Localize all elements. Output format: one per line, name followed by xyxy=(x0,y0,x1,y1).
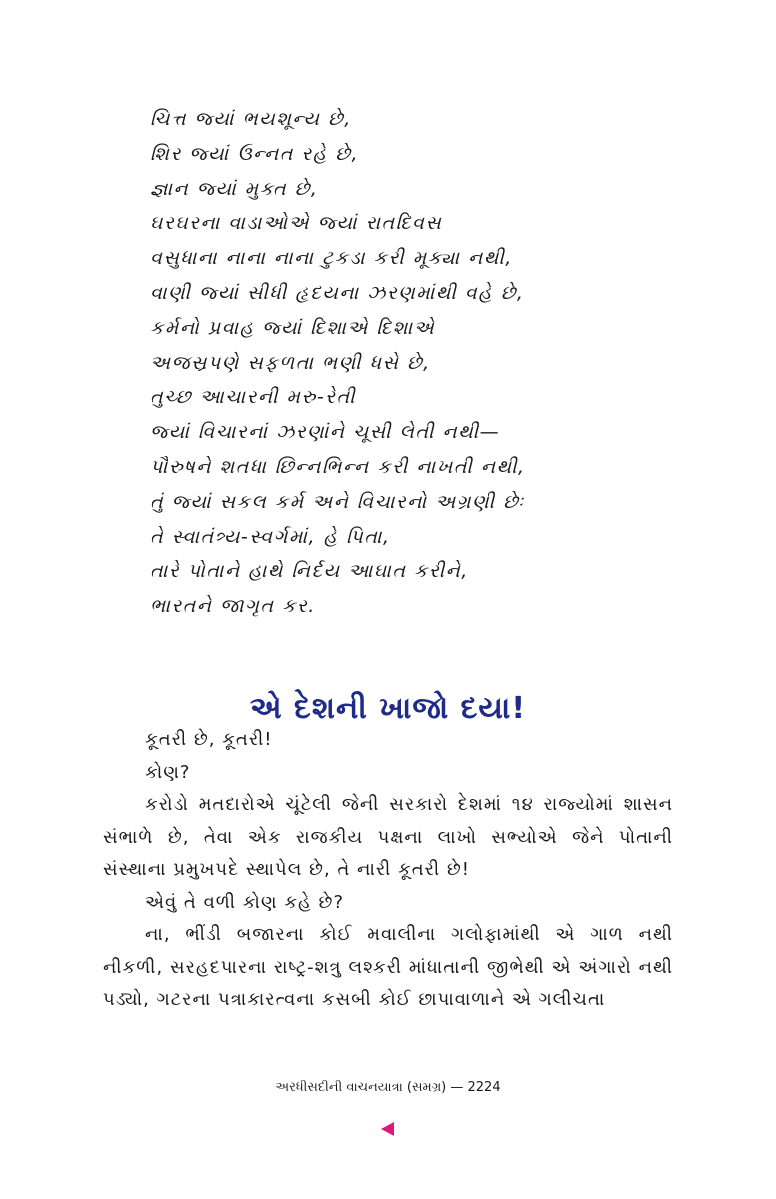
poem-line: તું જ્યાં સકલ કર્મ અને વિચારનો અગ્રણી છેઃ xyxy=(150,490,525,513)
section-title: એ દેશની ખાજો દયા! xyxy=(249,691,527,727)
poem-line: ઘરઘરના વાડાઓએ જ્યાં રાતદિવસ xyxy=(150,212,443,235)
poem-line: વાણી જ્યાં સીધી હૃદયના ઝરણમાંથી વહે છે, xyxy=(150,281,525,304)
poem-line: શિર જ્યાં ઉન્નત રહે છે, xyxy=(150,142,360,165)
poem-line: તુચ્છ આચારની મરુ-રેતી xyxy=(150,386,357,409)
paragraph: કરોડો મતદારોએ ચૂંટેલી જેની સરકારો દેશમાં ૧૪ રાજ્યોમાં શાસન સંભાળે છે, તેવા એક રાજકીય પક્ષના લાખો સભ્યોએ જેને પોતાની સંસ્થાના પ્રમુખપદે સ્થાપેલ છે, તે નારી કૂતરી છે! xyxy=(103,794,673,880)
paragraph: ના, ભીંડી બજારના કોઈ મવાલીના ગલોફામાંથી એ ગાળ નથી નીકળી, સરહદપારના રાષ્ટ્ર-શત્રુ લશ્કરી માંધાતાની જીભેથી એ અંગારો નથી પડ્યો, ગટરના પત્રાકારત્વના કસબી કોઈ છાપાવાળાને એ ગલીચતા xyxy=(103,924,673,1010)
paragraph: કૂતરી છે, કૂતરી! xyxy=(145,729,273,750)
poem-line: પૌરુષને શતધા છિન્નભિન્ન કરી નાખતી નથી, xyxy=(150,455,526,478)
previous-page-arrow-icon[interactable] xyxy=(381,1122,394,1136)
poem-line: તારે પોતાને હાથે નિર્દય આઘાત કરીને, xyxy=(150,560,469,583)
poem-line: કર્મનો પ્રવાહ જ્યાં દિશાએ દિશાએ xyxy=(150,316,436,339)
poem-line: વસુધાના નાના નાના ટુકડા કરી મૂક્યા નથી, xyxy=(150,247,513,270)
poem-line: જ્ઞાન જ્યાં મુક્ત છે, xyxy=(150,177,319,200)
paragraph: એવું તે વળી કોણ કહે છે? xyxy=(145,891,345,913)
poem-line: ભારતને જાગૃત કર. xyxy=(150,595,316,618)
paragraph: કોણ? xyxy=(145,761,191,783)
poem-line: ચિત્ત જ્યાં ભયશૂન્ય છે, xyxy=(150,108,352,130)
poem-line: તે સ્વાતંત્ર્ય-સ્વર્ગમાં, હે પિતા, xyxy=(150,525,391,548)
poem xyxy=(150,102,710,624)
prose-body xyxy=(103,724,673,1017)
poem-line: જ્યાં વિચારનાં ઝરણાંને ચૂસી લેતી નથી— xyxy=(150,421,501,444)
poem-line: અજસ્રપણે સફળતા ભણી ધસે છે, xyxy=(150,351,431,374)
page-footer: અરધીસદીની વાચનયાત્રા (સમગ્ર) — 2224 xyxy=(275,1080,501,1095)
